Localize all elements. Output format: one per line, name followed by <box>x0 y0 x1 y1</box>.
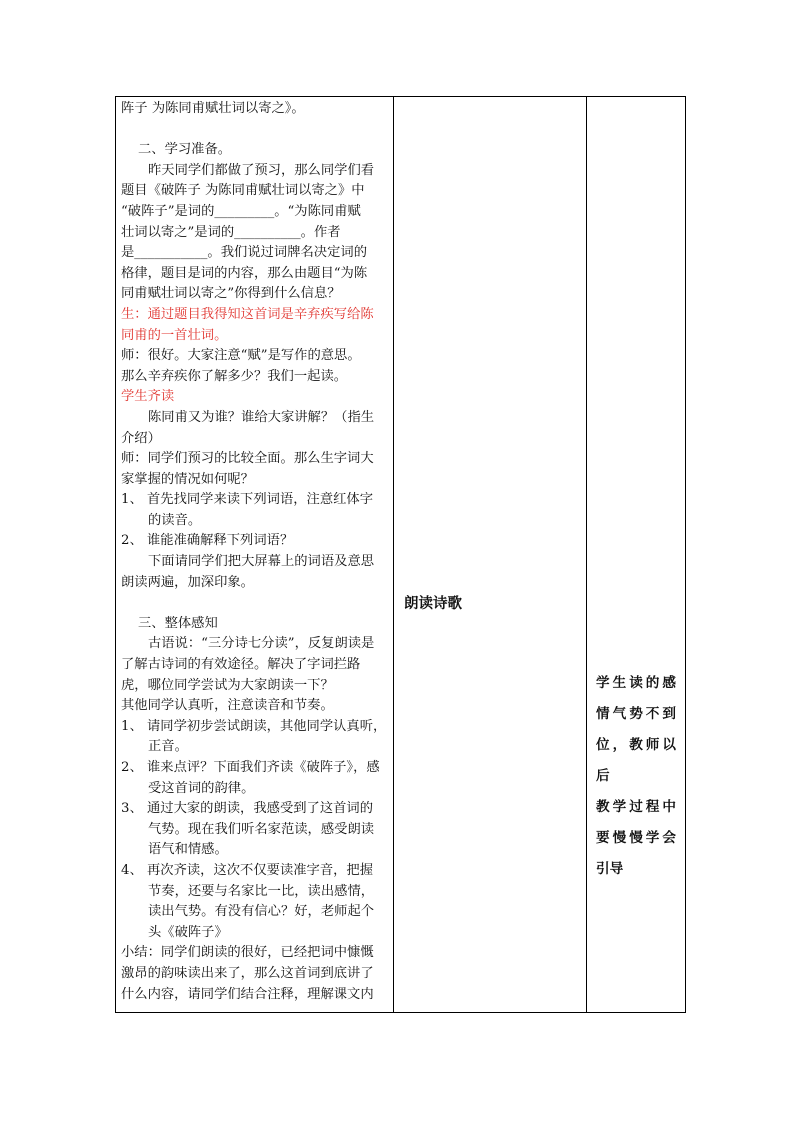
lesson-plan-table <box>115 96 686 1013</box>
text-line: 阵子 为陈同甫赋壮词以寄之》。 <box>121 101 305 116</box>
text-line: 朗读两遍，加深印象。 <box>121 574 254 590</box>
reflection-note <box>587 668 685 885</box>
text-line: 什么内容，请同学们结合注释，理解课文内 <box>121 986 374 1002</box>
table-row <box>116 97 686 1013</box>
text-line: 小结：同学们朗读的很好，已经把词中慷慨 <box>121 945 374 961</box>
student-answer-line: 生：通过题目我得知这首词是辛弃疾写给陈 <box>121 306 374 322</box>
blank-line <box>121 120 389 141</box>
text-line: 虎，哪位同学尝试为大家朗读一下？ <box>121 677 334 693</box>
text-line: 古语说：“三分诗七分读”，反复朗读是 <box>148 636 375 652</box>
list-item-continuation: 气势。现在我们听名家范读，感受朗读 <box>148 821 375 837</box>
note-line: 教学过程中 <box>596 799 676 815</box>
list-item-continuation: 正音。 <box>148 739 188 755</box>
text-line: 是___________。我们说过词牌名决定词的 <box>121 245 367 261</box>
text-line: 下面请同学们把大屏幕上的词语及意思 <box>148 554 375 570</box>
teaching-process-cell <box>116 97 394 1013</box>
blank-line <box>121 593 389 614</box>
text-line: 陈同甫又为谁？谁给大家讲解？（指生 <box>148 409 375 425</box>
list-item: 1、 首先找同学来读下列词语，注意红体字 <box>121 492 374 508</box>
section-heading: 二、学习准备。 <box>138 142 232 158</box>
section-heading: 三、整体感知 <box>138 615 218 631</box>
list-item: 2、 谁来点评？下面我们齐读《破阵子》，感 <box>121 760 380 775</box>
text-line: 其他同学认真听，注意读音和节奏。 <box>121 698 334 714</box>
note-line: 要慢慢学会 <box>596 830 676 846</box>
activity-cell <box>394 97 587 1013</box>
text-line: 了解古诗词的有效途径。解决了字词拦路 <box>121 657 361 673</box>
teaching-content <box>116 97 393 1005</box>
note-line: 引导 <box>596 861 624 877</box>
list-item-continuation: 受这首词的韵律。 <box>148 780 255 796</box>
list-item-continuation: 头《破阵子》 <box>148 924 228 940</box>
student-answer-line: 同甫的一首壮词。 <box>121 327 228 343</box>
text-line: 壮词以寄之”是词的__________。作者 <box>121 224 341 240</box>
text-line: 激昂的韵味读出来了，那么这首词到底讲了 <box>121 965 374 981</box>
text-line: 介绍） <box>121 430 161 446</box>
list-item: 3、 通过大家的朗读，我感受到了这首词的 <box>121 801 374 817</box>
text-line: 格律，题目是词的内容，那么由题目“为陈 <box>121 265 368 281</box>
text-line: 题目《破阵子 为陈同甫赋壮词以寄之》中 <box>121 183 365 199</box>
reflection-cell <box>587 97 686 1013</box>
note-line: 学生读的感 <box>596 675 676 691</box>
list-item-continuation: 读出气势。有没有信心？好，老师起个 <box>148 904 375 920</box>
text-line: 师：同学们预习的比较全面。那么生字词大 <box>121 451 374 467</box>
text-line: 师：很好。大家注意“赋”是写作的意思。 <box>121 348 361 364</box>
text-line: 家掌握的情况如何呢？ <box>121 471 254 487</box>
note-line: 情气势不到 <box>596 706 676 722</box>
list-item: 2、 谁能准确解释下列词语？ <box>121 533 294 549</box>
list-item-continuation: 语气和情感。 <box>148 842 228 858</box>
note-line: 位，教师以后 <box>596 737 676 784</box>
text-line: “破阵子”是词的_________。“为陈同甫赋 <box>121 203 361 219</box>
student-reading-label: 学生齐读 <box>121 389 175 405</box>
list-item-continuation: 节奏，还要与名家比一比，读出感情， <box>148 883 375 899</box>
list-item: 1、 请同学初步尝试朗读，其他同学认真听， <box>121 718 387 734</box>
list-item-continuation: 的读音。 <box>148 512 202 528</box>
text-line: 昨天同学们都做了预习，那么同学们看 <box>148 162 375 178</box>
activity-label: 朗读诗歌 <box>404 596 462 612</box>
text-line: 那么辛弃疾你了解多少？我们一起读。 <box>121 368 348 384</box>
list-item: 4、 再次齐读，这次不仅要读准字音，把握 <box>121 862 374 878</box>
text-line: 同甫赋壮词以寄之”你得到什么信息？ <box>121 286 341 302</box>
